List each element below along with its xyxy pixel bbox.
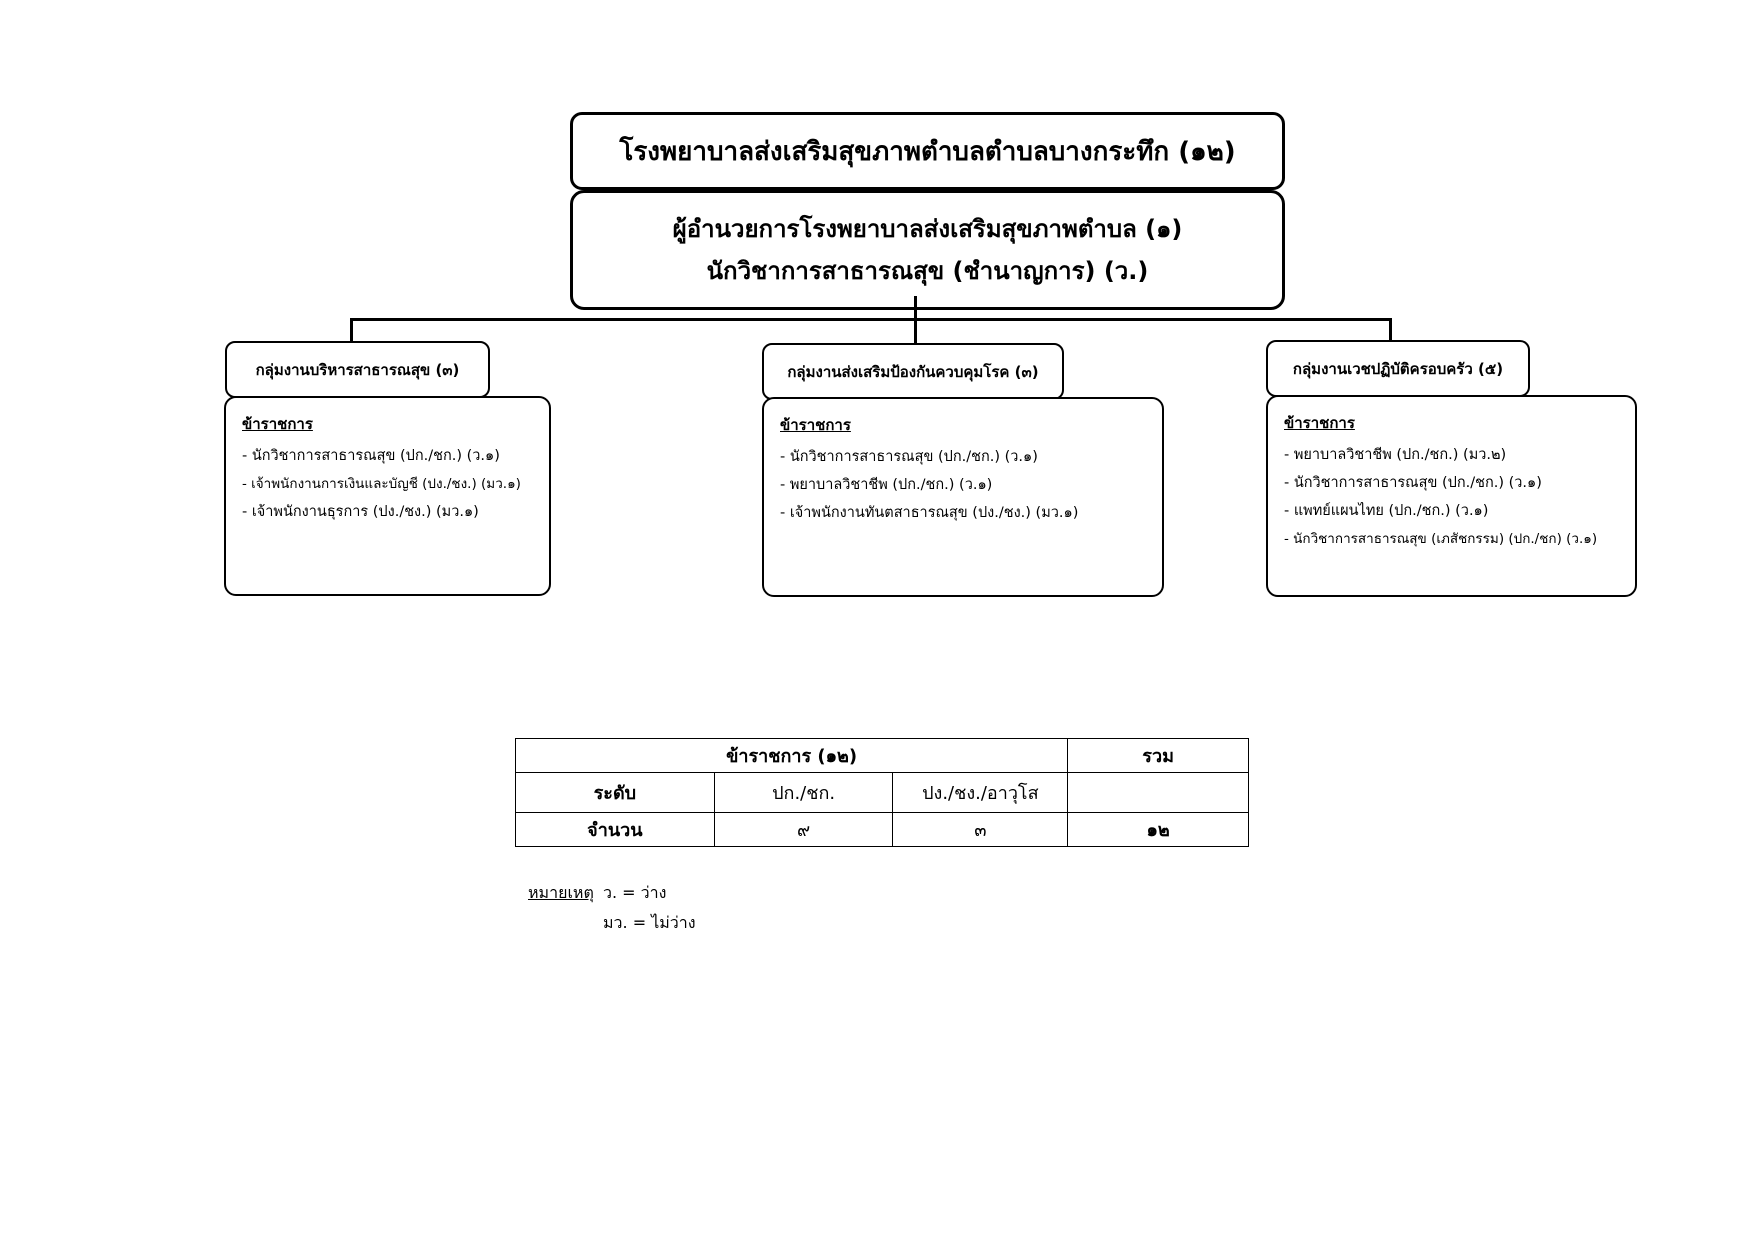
organization-title-box: [570, 112, 1285, 190]
table-row: [516, 773, 1249, 813]
level-label: ระดับ: [516, 773, 715, 813]
director-box: [570, 190, 1285, 310]
level-total-empty: [1068, 773, 1249, 813]
staff-item: - เจ้าพนักงานทันตสาธารณสุข (ปง./ชง.) (มว.๑): [780, 505, 1079, 521]
staff-list: [1284, 441, 1631, 553]
director-title: นักวิชาการสาธารณสุข (ชำนาญการ) (ว.): [706, 257, 1149, 285]
staff-heading: ข้าราชการ: [242, 415, 313, 433]
staff-item: - แพทย์แผนไทย (ปก./ชก.) (ว.๑): [1284, 503, 1489, 519]
staff-item: - นักวิชาการสาธารณสุข (ปก./ชก.) (ว.๑): [780, 449, 1038, 465]
staff-list: [242, 442, 533, 526]
connector-horizontal: [350, 318, 1392, 321]
connector-left-drop: [350, 318, 353, 342]
staff-item: - พยาบาลวิชาชีพ (ปก./ชก.) (มว.๒): [1284, 447, 1507, 463]
group-family-medicine-title-box: [1266, 340, 1530, 397]
summary-table: [515, 738, 1249, 847]
note-line-1: ว. = ว่าง: [603, 883, 667, 902]
group-admin-staff-box: [224, 396, 551, 596]
organization-title: โรงพยาบาลส่งเสริมสุขภาพตำบลตำบลบางกระทึก (๑๒): [619, 136, 1236, 167]
header-total: รวม: [1068, 739, 1249, 773]
table-row: [516, 739, 1249, 773]
connector-right-drop: [1389, 318, 1392, 342]
director-position: ผู้อำนวยการโรงพยาบาลส่งเสริมสุขภาพตำบล (๑): [672, 215, 1183, 243]
staff-item: - นักวิชาการสาธารณสุข (ปก./ชก.) (ว.๑): [242, 448, 500, 464]
level-2: ปง./ชง./อาวุโส: [893, 773, 1068, 813]
staff-list: [780, 443, 1146, 527]
staff-item: - เจ้าพนักงานการเงินและบัญชี (ปง./ชง.) (มว.๑): [242, 476, 521, 492]
staff-heading: ข้าราชการ: [1284, 414, 1355, 432]
note: [528, 878, 696, 938]
group-prevention-title-box: [762, 343, 1064, 400]
group-family-medicine-staff-box: [1266, 395, 1637, 597]
staff-item: - นักวิชาการสาธารณสุข (ปก./ชก.) (ว.๑): [1284, 475, 1542, 491]
note-label: หมายเหตุ: [528, 883, 594, 902]
count-1: ๙: [714, 813, 893, 847]
group-admin-title: กลุ่มงานบริหารสาธารณสุข (๓): [255, 360, 460, 379]
level-1: ปก./ชก.: [714, 773, 893, 813]
group-prevention-staff-box: [762, 397, 1164, 597]
staff-item: - นักวิชาการสาธารณสุข (เภสัชกรรม) (ปก./ชก) (ว.๑): [1284, 531, 1598, 547]
group-prevention-title: กลุ่มงานส่งเสริมป้องกันควบคุมโรค (๓): [787, 362, 1039, 381]
header-civil-servants: ข้าราชการ (๑๒): [516, 739, 1068, 773]
staff-item: - พยาบาลวิชาชีพ (ปก./ชก.) (ว.๑): [780, 477, 993, 493]
count-label: จำนวน: [516, 813, 715, 847]
group-admin-title-box: [225, 341, 490, 398]
staff-item: - เจ้าพนักงานธุรการ (ปง./ชง.) (มว.๑): [242, 504, 479, 520]
table-row: [516, 813, 1249, 847]
group-family-medicine-title: กลุ่มงานเวชปฏิบัติครอบครัว (๕): [1292, 359, 1504, 378]
count-2: ๓: [893, 813, 1068, 847]
count-total: ๑๒: [1068, 813, 1249, 847]
staff-heading: ข้าราชการ: [780, 416, 851, 434]
note-line-2: มว. = ไม่ว่าง: [603, 913, 696, 932]
